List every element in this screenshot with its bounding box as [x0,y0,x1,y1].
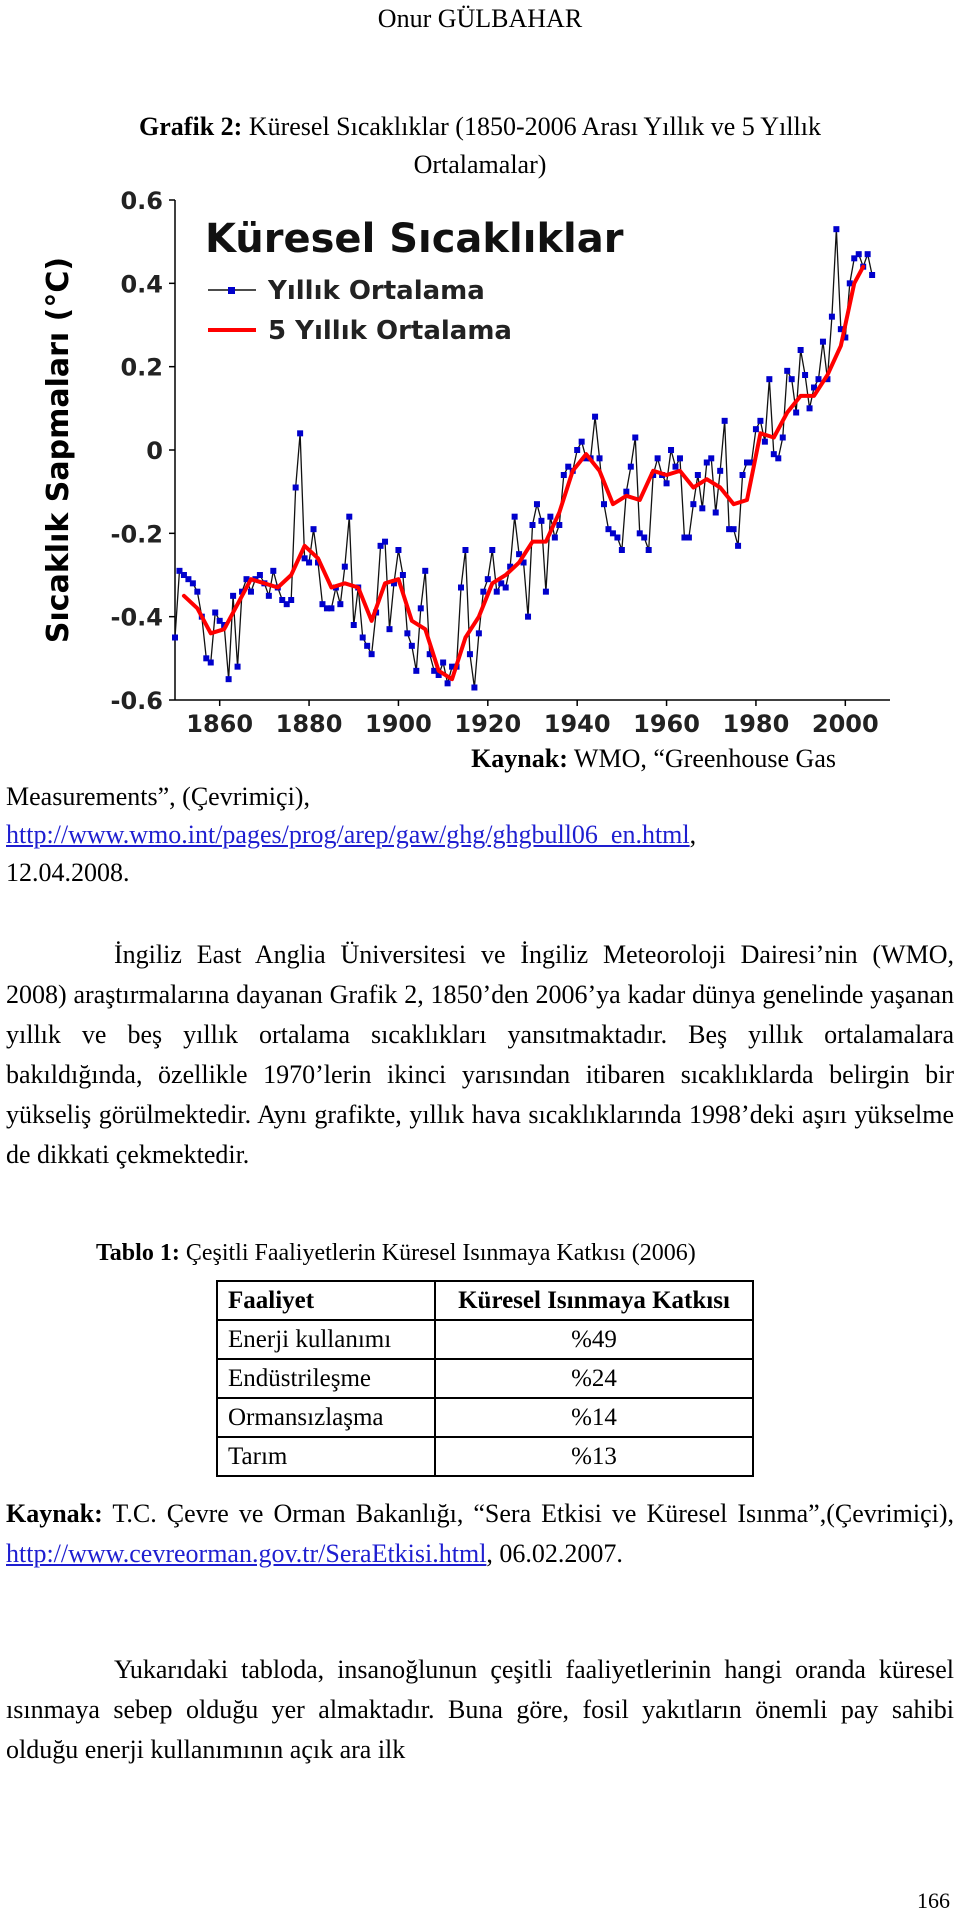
table-cell-activity: Tarım [217,1437,435,1476]
annual-data-point [664,480,670,486]
x-tick-label: 1980 [722,710,790,738]
annual-data-point [762,439,768,445]
table-row [217,1398,753,1437]
page-number: 166 [917,1888,950,1913]
figure-caption-line2: Ortalamalar) [413,150,547,179]
annual-data-point [404,630,410,636]
annual-data-point [297,430,303,436]
table-row [217,1437,753,1476]
annual-data-point [556,522,562,528]
annual-data-point [351,622,357,628]
annual-data-point [440,660,446,666]
paragraph-2: Yukarıdaki tabloda, insanoğlunun çeşitli faaliyetlerinin hangi oranda küresel ısınmaya sebep olduğu yer almaktadır. Buna göre, fosil yakıtların önemli pay sahibi olduğu enerji kullanımının açık ara ilk [6,1655,954,1764]
x-tick-label: 2000 [811,710,879,738]
annual-data-point [820,339,826,345]
annual-data-point [306,560,312,566]
figure-source-after-link: , [689,820,697,849]
annual-data-point [400,572,406,578]
y-tick-label: 0.2 [120,353,163,382]
annual-data-point [480,589,486,595]
annual-data-point [722,418,728,424]
table-source-label: Kaynak: [6,1499,103,1528]
annual-data-point [543,589,549,595]
annual-data-point [628,464,634,470]
annual-data-point [337,601,343,607]
annual-data-point [512,514,518,520]
table-row [217,1320,753,1359]
annual-data-point [382,539,388,545]
figure-caption-line1: Küresel Sıcaklıklar (1850-2006 Arası Yıllık ve 5 Yıllık [242,112,821,141]
annual-data-point [708,455,714,461]
x-tick-label: 1960 [633,710,700,738]
figure-source-label: Kaynak: [471,744,568,773]
figure-source-date: 12.04.2008. [6,858,130,887]
y-axis-label: Sıcaklık Sapmaları (°C) [41,256,76,644]
annual-data-point [753,426,759,432]
annual-data-point [677,455,683,461]
annual-data-point [226,676,232,682]
table-caption [96,1240,956,1267]
table-cell-value: %24 [435,1359,753,1398]
annual-data-point [816,376,822,382]
annual-data-point [713,510,719,516]
legend-smooth-label: 5 Yıllık Ortalama [268,316,512,346]
annual-data-point [766,376,772,382]
annual-data-point [230,593,236,599]
annual-data-point [494,589,500,595]
annual-data-point [592,414,598,420]
annual-data-point [445,680,451,686]
annual-data-point [597,455,603,461]
y-tick-label: 0.4 [120,270,163,299]
annual-data-point [780,435,786,441]
annual-data-point [387,626,393,632]
table-caption-text: Çeşitli Faaliyetlerin Küresel Isınmaya Katkısı (2006) [179,1240,696,1266]
annual-data-point [485,576,491,582]
annual-data-point [574,447,580,453]
annual-data-point [190,580,196,586]
annual-data-point [695,472,701,478]
table-source-date: , 06.02.2007. [486,1539,623,1568]
table-cell-value: %13 [435,1437,753,1476]
table-header-activity: Faaliyet [217,1281,435,1320]
annual-data-point [458,585,464,591]
annual-data-point [471,685,477,691]
figure-source-link[interactable]: http://www.wmo.int/pages/prog/arep/gaw/ghg/ghgbull06_en.html [6,820,690,849]
figure-source-text-a: WMO, “Greenhouse Gas [567,744,836,773]
annual-data-point [311,526,317,532]
annual-data-point [686,535,692,541]
annual-data-point [342,564,348,570]
plot-area [175,200,890,700]
annual-data-point [257,572,263,578]
annual-data-point [561,472,567,478]
annual-data-point [503,585,509,591]
annual-data-point [235,664,241,670]
figure-label: Grafik 2: [139,112,243,141]
annual-data-point [614,535,620,541]
annual-data-point [409,643,415,649]
y-tick-label: -0.6 [110,687,163,715]
annual-data-point [641,535,647,541]
annual-data-point [422,568,428,574]
table-cell-value: %49 [435,1320,753,1359]
annual-data-point [212,610,218,616]
annual-data-point [655,455,661,461]
annual-data-point [784,368,790,374]
annual-data-point [865,251,871,257]
paragraph-1: İngiliz East Anglia Üniversitesi ve İngiliz Meteoroloji Dairesi’nin (WMO, 2008) araştırmalarına dayanan Grafik 2, 1850’den 2006’ya kadar dünya genelinde yaşanan yıllık ve beş yıllık ortalama sıcaklıkları yansıtmaktadır. Beş yıllık ortalamalara bakıldığında, özellikle 1970’lerin ikinci yarısından itibaren sıcaklıklarda belirgin bir yükseliş görülmektedir. Aynı grafikte, yıllık hava sıcaklıklarında 1998’deki aşırı yükselme de dikkati çekmektedir. [6,940,954,1169]
running-header-author: Onur GÜLBAHAR [377,4,583,33]
y-tick-label: 0.6 [120,187,163,215]
annual-data-point [270,568,276,574]
contribution-table [216,1280,754,1477]
annual-data-point [579,439,585,445]
annual-data-point [364,643,370,649]
annual-data-point [552,535,558,541]
annual-data-point [248,589,254,595]
annual-data-point [346,514,352,520]
table-cell-value: %14 [435,1398,753,1437]
annual-data-point [547,514,553,520]
annual-data-point [668,447,674,453]
x-tick-label: 1900 [365,710,432,738]
annual-data-point [619,547,625,553]
annual-data-point [731,526,737,532]
annual-data-point [489,547,495,553]
annual-data-point [194,589,200,595]
y-tick-label: -0.2 [110,520,163,549]
annual-data-point [789,376,795,382]
annual-data-point [467,651,473,657]
annual-data-point [775,455,781,461]
temperature-chart [40,180,900,740]
y-tick-label: 0 [146,437,163,465]
annual-data-point [735,543,741,549]
annual-data-point [807,405,813,411]
annual-data-point [601,501,607,507]
annual-data-point [740,472,746,478]
annual-data-point [623,489,629,495]
annual-data-point [793,410,799,416]
annual-data-point [462,547,468,553]
chart-svg [40,180,900,740]
table-header-row [217,1281,753,1320]
annual-data-point [717,468,723,474]
annual-data-point [413,668,419,674]
table-cell-activity: Enerji kullanımı [217,1320,435,1359]
annual-data-point [476,630,482,636]
annual-data-point [869,272,875,278]
figure-caption [40,108,920,184]
table-source-text: T.C. Çevre ve Orman Bakanlığı, “Sera Etkisi ve Küresel Isınma”,(Çevrimiçi), [102,1499,954,1528]
annual-data-point [288,597,294,603]
table-label: Tablo 1: [96,1240,180,1266]
annual-data-point [856,251,862,257]
annual-data-point [328,605,334,611]
table-source [6,1494,954,1574]
annual-data-point [757,418,763,424]
table-row [217,1359,753,1398]
annual-data-point [690,501,696,507]
chart-title: Küresel Sıcaklıklar [205,216,624,262]
annual-data-point [418,605,424,611]
x-tick-label: 1860 [186,710,254,738]
annual-data-point [534,501,540,507]
annual-data-point [360,635,366,641]
table-cell-activity: Ormansızlaşma [217,1398,435,1437]
annual-data-point [829,314,835,320]
annual-data-point [632,435,638,441]
annual-data-point [833,226,839,232]
annual-data-point [673,464,679,470]
table-source-link[interactable]: http://www.cevreorman.gov.tr/SeraEtkisi.html [6,1539,487,1568]
annual-data-point [172,635,178,641]
annual-data-point [530,522,536,528]
annual-data-point [208,660,214,666]
annual-data-point [266,593,272,599]
legend-annual-label: Yıllık Ortalama [268,276,485,306]
x-tick-label: 1920 [454,710,522,738]
y-tick-label: -0.4 [110,603,163,632]
annual-data-point [395,547,401,553]
annual-data-point [538,518,544,524]
x-tick-label: 1940 [543,710,611,738]
annual-data-point [369,651,375,657]
annual-data-point [525,614,531,620]
legend-annual-marker [228,287,235,294]
x-tick-label: 1880 [275,710,343,738]
figure-source [6,740,946,892]
table-cell-activity: Endüstrileşme [217,1359,435,1398]
table-header-contribution: Küresel Isınmaya Katkısı [435,1281,753,1320]
annual-data-point [646,547,652,553]
annual-data-point [699,505,705,511]
annual-data-point [802,372,808,378]
annual-data-point [798,347,804,353]
annual-data-point [293,485,299,491]
figure-source-text-b: Measurements”, (Çevrimiçi), [6,782,310,811]
